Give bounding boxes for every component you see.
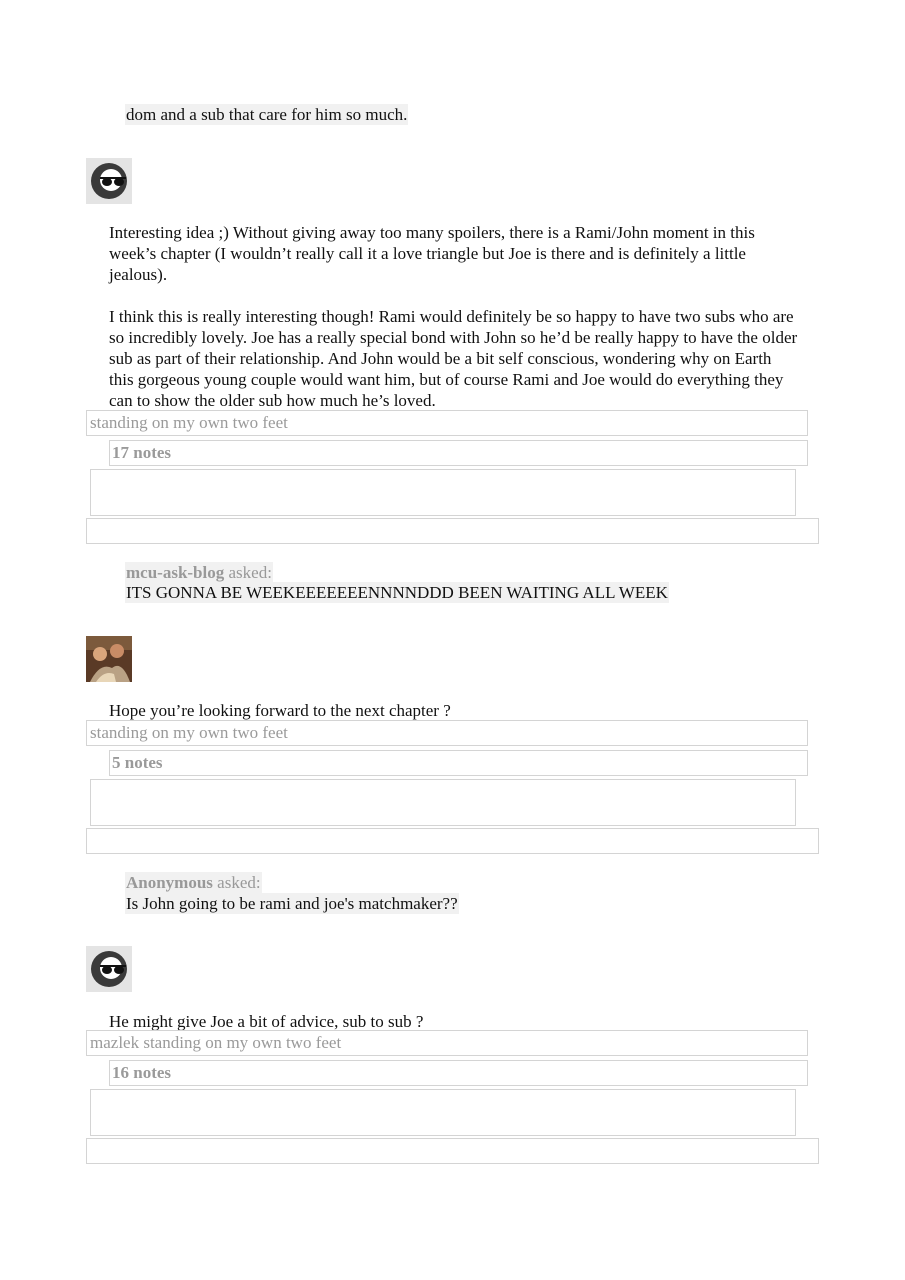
answer-paragraph: I think this is really interesting though! Rami would definitely be so happy to have two subs who are so incredibly lovely. Joe has a really special bond with John so he’d be really happy to have the older sub as part of their relationship. And John would be a bit self conscious, wondering why on Earth this gorgeous young couple would want him, but of course Rami and Joe would do everything they can to show the older sub how much he’s loved. bbox=[109, 307, 798, 410]
source-link[interactable]: mazlek standing on my own two feet bbox=[86, 1030, 808, 1056]
asked-label: asked: bbox=[217, 873, 261, 892]
source-link[interactable]: standing on my own two feet bbox=[86, 720, 808, 746]
question-text: Is John going to be rami and joe's matchmaker?? bbox=[126, 894, 458, 913]
avatar-sunglasses-icon[interactable] bbox=[86, 158, 132, 204]
asker-name[interactable]: Anonymous bbox=[126, 873, 213, 892]
embed-frame bbox=[90, 779, 796, 826]
answer-paragraph: Interesting idea ;) Without giving away too many spoilers, there is a Rami/John moment in this week’s chapter (I wouldn’t really call it a love triangle but Joe is there and is definitely a little jealous). bbox=[109, 223, 755, 284]
post-footer bbox=[86, 1138, 819, 1164]
embed-frame bbox=[90, 1089, 796, 1136]
avatar-sunglasses-icon[interactable] bbox=[86, 946, 132, 992]
notes-count[interactable]: 17 notes bbox=[109, 440, 808, 466]
answer-paragraph: He might give Joe a bit of advice, sub to sub ? bbox=[109, 1012, 424, 1031]
question-text: ITS GONNA BE WEEKEEEEEEENNNNDDD BEEN WAITING ALL WEEK bbox=[126, 583, 668, 602]
question-header bbox=[125, 872, 262, 893]
question-text: dom and a sub that care for him so much. bbox=[126, 105, 408, 124]
avatar-photo-icon[interactable] bbox=[86, 636, 132, 682]
notes-count[interactable]: 16 notes bbox=[109, 1060, 808, 1086]
source-link[interactable]: standing on my own two feet bbox=[86, 410, 808, 436]
asker-name[interactable]: mcu-ask-blog bbox=[126, 563, 225, 582]
notes-count[interactable]: 5 notes bbox=[109, 750, 808, 776]
embed-frame bbox=[90, 469, 796, 516]
post-footer bbox=[86, 518, 819, 544]
question-header bbox=[125, 562, 273, 583]
answer-body bbox=[109, 222, 799, 411]
answer-paragraph: Hope you’re looking forward to the next chapter ? bbox=[109, 701, 451, 720]
asked-label: asked: bbox=[228, 563, 272, 582]
post-footer bbox=[86, 828, 819, 854]
answer-body bbox=[109, 1011, 799, 1032]
answer-body bbox=[109, 700, 799, 721]
